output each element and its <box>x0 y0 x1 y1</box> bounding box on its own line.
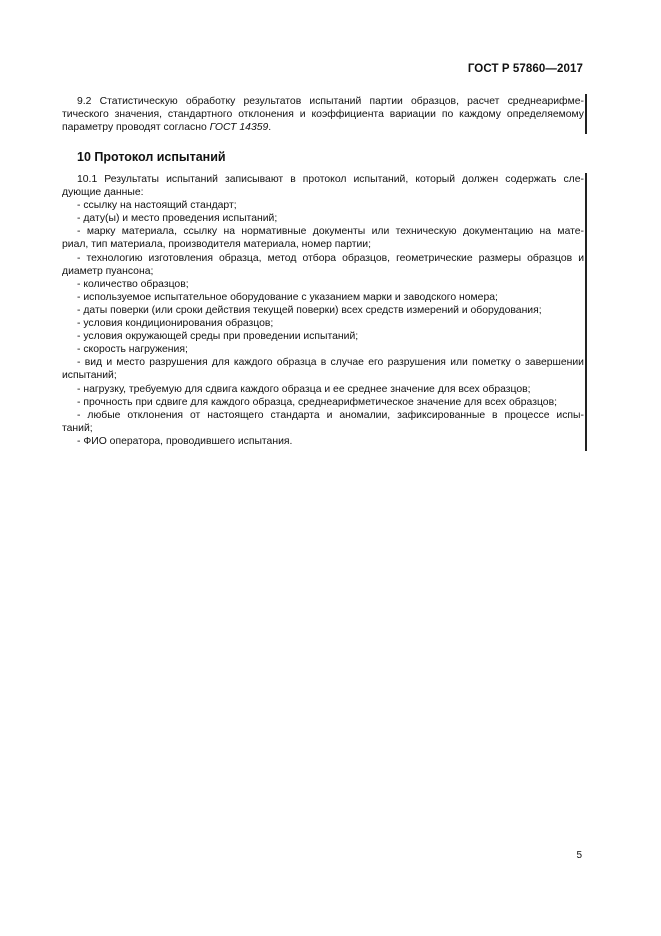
paragraph-text: параметру проводят согласно <box>62 122 210 134</box>
list-item: - условия кондиционирования образцов; <box>77 318 274 330</box>
list-item: - нагрузку, требуемую для сдвига каждого образца и ее среднее значение для всех образцов; <box>77 383 531 395</box>
list-item: - даты поверки (или сроки действия текущей поверки) всех средств измерений и оборудования; <box>77 304 542 316</box>
document-header: ГОСТ Р 57860—2017 <box>467 63 583 75</box>
list-item-continuation: испытаний; <box>62 370 117 382</box>
list-item: - ФИО оператора, проводившего испытания. <box>77 435 293 447</box>
paragraph-line <box>62 121 584 134</box>
paragraph-text: . <box>268 122 272 134</box>
list-item: - марку материала, ссылку на нормативные документы или техническую документацию на мате- <box>77 226 584 238</box>
change-bar <box>585 173 587 451</box>
paragraph-line: тического значения, стандартного отклонения и коэффициента вариации по каждому определяемому <box>62 109 584 121</box>
section-9-2 <box>62 95 584 134</box>
list-item: - условия окружающей среды при проведении испытаний; <box>77 331 359 343</box>
list-item: - количество образцов; <box>77 278 189 290</box>
page-number: 5 <box>576 850 582 861</box>
list-item: - скорость нагружения; <box>77 344 188 356</box>
list-item: - ссылку на настоящий стандарт; <box>77 200 237 212</box>
paragraph-line: дующие данные: <box>62 187 144 199</box>
list-item: - используемое испытательное оборудование с указанием марки и заводского номера; <box>77 291 498 303</box>
list-item: - дату(ы) и место проведения испытаний; <box>77 213 278 225</box>
list-item: - любые отклонения от настоящего стандарта и аномалии, зафиксированные в процессе испы- <box>77 409 584 421</box>
standard-reference: ГОСТ 14359 <box>209 122 269 134</box>
section-title: 10 Протокол испытаний <box>77 150 226 164</box>
list-item: - прочность при сдвиге для каждого образца, среднеарифметическое значение для всех образцов; <box>77 396 557 408</box>
paragraph-line: 10.1 Результаты испытаний записывают в протокол испытаний, который должен содержать сле- <box>77 174 584 185</box>
section-10-1 <box>62 173 584 448</box>
list-item: - вид и место разрушения для каждого образца в случае его разрушения или пометку о завершении <box>77 357 584 369</box>
paragraph-line: 9.2 Статистическую обработку результатов испытаний партии образцов, расчет среднеарифме- <box>77 96 584 107</box>
list-item: - технологию изготовления образца, метод отбора образцов, геометрические размеры образцов и <box>77 252 584 264</box>
change-bar <box>585 94 587 134</box>
list-item-continuation: диаметр пуансона; <box>62 265 154 277</box>
list-item-continuation: риал, тип материала, производителя материала, номер партии; <box>62 239 371 251</box>
list-item-continuation: таний; <box>62 422 93 434</box>
